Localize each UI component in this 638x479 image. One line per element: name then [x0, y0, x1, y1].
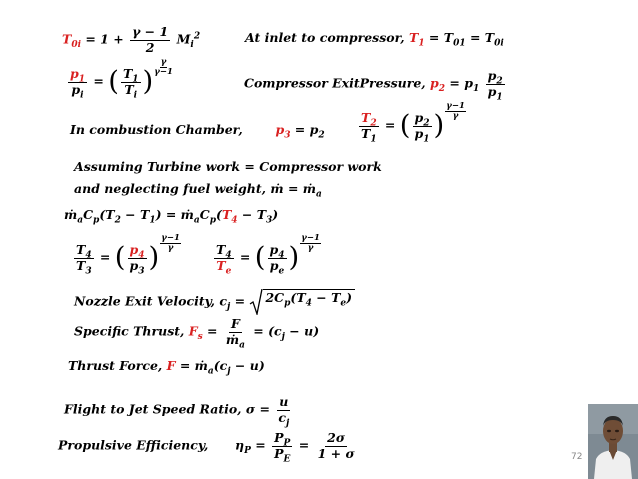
equation-inlet-temperature: At inlet to compressor, $T_1 = T_{01} = T_{0i}$	[245, 30, 504, 49]
equation-propulsive-efficiency: Propulsive Efficiency, $\eta_P$ = $\frac{P_P}{P_E}$ = $\frac{2\sigma}{1 + \sigma}$	[58, 430, 355, 464]
equation-speed-ratio: Flight to Jet Speed Ratio, σ = $\frac{u}{c_j}$	[64, 394, 290, 428]
equation-turbine-temperature-ratio: $\frac{T_4}{T_3}$ = ( $\frac{p_4}{p_3}$ ) $\frac{\gamma-1}{\gamma}$	[76, 233, 180, 276]
speed-ratio-label: Flight to Jet Speed Ratio,	[64, 401, 242, 417]
assumption-line-2: and neglecting fuel weight, ṁ = ṁ$_a$	[74, 181, 322, 200]
equation-energy-balance: $ṁ_aC_p(T_2 - T_1)$ = $ṁ_aC_p(T_4 - T_3)$	[64, 207, 279, 226]
equation-nozzle-temperature-ratio: $\frac{T_4}{T_e}$ = ( $\frac{p_4}{p_e}$ ) $\frac{\gamma-1}{\gamma}$	[216, 233, 320, 276]
equation-nozzle-exit-velocity: Nozzle Exit Velocity, $c_j$ = $2C_p(T_4 - T_e)$	[74, 289, 355, 315]
compressor-exit-label: Compressor ExitPressure,	[244, 75, 426, 91]
presenter-photo	[588, 404, 638, 479]
equation-thrust-force: Thrust Force, $F = ṁ_a(c_j - u)$	[68, 358, 265, 377]
equation-pressure-ratio-inlet: $\frac{p_1}{p_i}$ = ( $\frac{T_1}{T_i}$ ) $\frac{\gamma}{\gamma-1}$	[70, 57, 173, 100]
efficiency-label: Propulsive Efficiency,	[58, 437, 209, 453]
inlet-label: At inlet to compressor,	[245, 30, 405, 45]
equation-compressor-exit-pressure: Compressor ExitPressure, $p_2 = p_1$ $\frac{p_2}{p_1}$	[244, 68, 503, 102]
nozzle-label: Nozzle Exit Velocity,	[74, 293, 216, 309]
page-number: 72	[571, 452, 583, 462]
equation-stagnation-temperature: $T_{0i} = 1$ + $\frac{\gamma - 1}{2}$ $M_i^2$	[62, 24, 201, 55]
equation-specific-thrust: Specific Thrust, $F_s$ = $\frac{F}{ṁ_a}$ = $(c_j - u)$	[74, 316, 320, 350]
assumption-line-1: Assuming Turbine work = Compressor work	[74, 159, 382, 174]
equation-temperature-ratio-compressor: $\frac{T_2}{T_1}$ = ( $\frac{p_2}{p_1}$ ) $\frac{\gamma-1}{\gamma}$	[361, 101, 465, 144]
thrust-force-label: Thrust Force,	[68, 358, 163, 373]
specific-thrust-label: Specific Thrust,	[74, 323, 185, 339]
combustion-label: In combustion Chamber,	[70, 122, 243, 137]
square-root: $2C_p(T_4 - T_e)$	[249, 289, 355, 315]
equation-combustion-chamber: In combustion Chamber, $p_3 = p_2$	[70, 122, 325, 141]
